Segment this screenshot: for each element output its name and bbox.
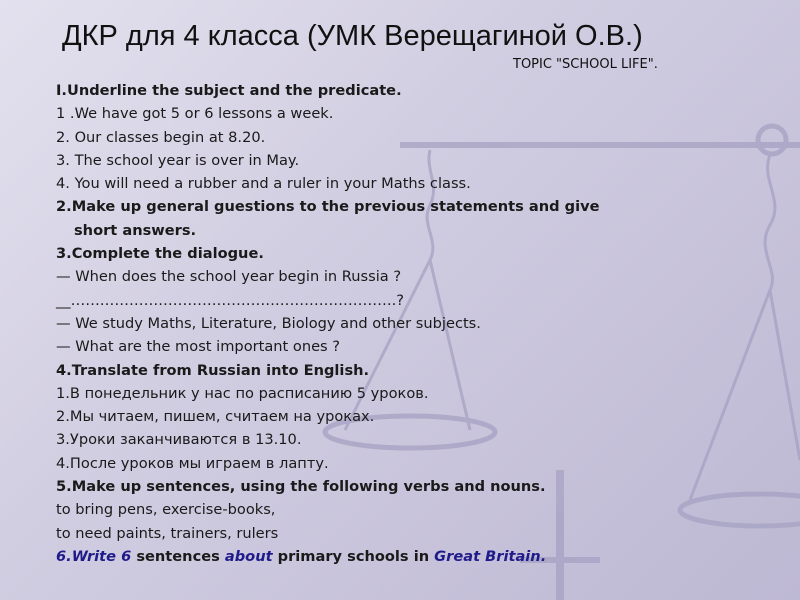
- task-3-heading: 3.Complete the dialogue.: [56, 245, 264, 263]
- translate-item-4: 4.После уроков мы играем в лапту.: [56, 454, 329, 472]
- translate-item-2: 2.Мы читаем, пишем, считаем на уроках.: [56, 408, 375, 426]
- task-5-heading: 5.Make up sentences, using the following verbs and nouns.: [56, 478, 546, 496]
- task-2-heading: 2.Make up general guestions to the previous statements and give: [56, 198, 600, 216]
- task-1-item-2: 2. Our classes begin at 8.20.: [56, 128, 266, 146]
- task-1-heading: I.Underline the subject and the predicate.: [56, 82, 402, 99]
- task-1-item-4: 4. You will need a rubber and a ruler in your Maths class.: [56, 175, 471, 193]
- dialogue-line-4: — What are the most important ones ?: [56, 338, 341, 356]
- task-6-part-5: Great Britain.: [434, 547, 547, 565]
- task-1-item-1: 1 .We have got 5 or 6 lessons a week.: [56, 105, 334, 123]
- words-line-2: to need paints, trainers, rulers: [56, 524, 279, 542]
- task-6-heading: [56, 545, 746, 568]
- task-2-heading-cont: short answers.: [74, 221, 197, 239]
- task-6-part-1: 6.Write 6: [56, 547, 132, 565]
- dialogue-line-3: — We study Maths, Literature, Biology and other subjects.: [56, 314, 481, 332]
- task-6-part-4: primary schools in: [272, 547, 435, 565]
- words-line-1: to bring pens, exercise-books,: [56, 501, 276, 519]
- translate-item-1: 1.В понедельник у нас по расписанию 5 уроков.: [56, 384, 429, 402]
- page-title: ДКР для 4 класса (УМК Верещагиной О.В.): [62, 20, 643, 52]
- dialogue-line-1: — When does the school year begin in Russia ?: [56, 268, 402, 286]
- task-6-part-2: sentences: [131, 547, 225, 565]
- task-4-heading: 4.Translate from Russian into English.: [56, 361, 370, 379]
- task-1-item-3: 3. The school year is over in May.: [56, 151, 300, 169]
- task-list: [56, 79, 746, 568]
- dialogue-line-2: __………………………………………………………….?: [56, 291, 405, 309]
- translate-item-3: 3.Уроки заканчиваются в 13.10.: [56, 431, 302, 449]
- topic-subtitle: TOPIC "SCHOOL LIFE".: [513, 57, 658, 72]
- task-6-part-3: about: [224, 547, 273, 565]
